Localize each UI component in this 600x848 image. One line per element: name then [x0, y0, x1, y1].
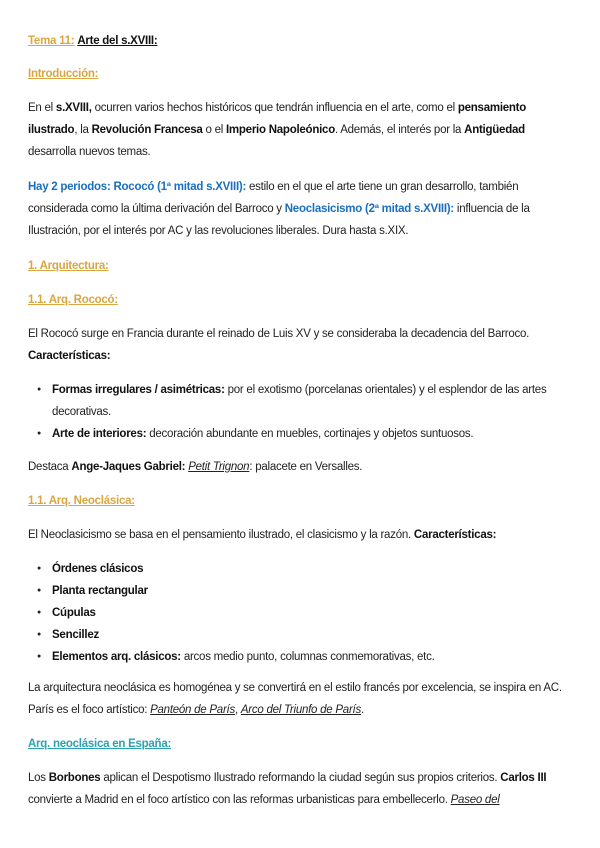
rococo-highlight: Destaca Ange-Jaques Gabriel: Petit Trignon: palacete en Versalles. — [28, 461, 363, 473]
list-item: ● Sencillez — [28, 624, 572, 646]
topic-label: Tema 11: — [28, 35, 75, 47]
list-item: ● Elementos arq. clásicos: arcos medio punto, columnas conmemorativas, etc. — [28, 646, 572, 668]
list-item: ● Órdenes clásicos — [28, 558, 572, 580]
list-item: ● Arte de interiores: decoración abundante en muebles, cortinajes y objetos suntuosos. — [28, 423, 572, 445]
paseo-link: Paseo del — [450, 794, 500, 806]
list-item: ● Planta rectangular — [28, 580, 572, 602]
intro-heading: Introducción: — [28, 68, 99, 80]
rococo-heading: 1.1. Arq. Rococó: — [28, 294, 118, 306]
rococo-features-list — [28, 379, 572, 445]
neoclassic-paragraph: La arquitectura neoclásica es homogénea y se convertirá en el estilo francés por excelencia, se inspira en AC. París es el foco artístico: Panteón de París, Arco del Triunfo de París. — [28, 682, 562, 716]
spain-heading: Arq. neoclásica en España: — [28, 738, 172, 750]
architecture-heading: 1. Arquitectura: — [28, 260, 109, 272]
periods-paragraph: Hay 2 periodos: Rococó (1ª mitad s.XVIII): estilo en el que el arte tiene un gran desarrollo, también considerada como la última derivación del Barroco y Neoclasicismo (2ª mitad s.XVIII): influencia de la Ilustración, por el interés por AC y las revoluciones liberales. Dura hasta s.XIX. — [28, 181, 530, 237]
rococo-intro: El Rococó surge en Francia durante el reinado de Luis XV y se consideraba la decadencia del Barroco. Características: — [28, 328, 530, 362]
period-rococo: Hay 2 periodos: Rococó (1ª mitad s.XVIII): — [28, 181, 247, 193]
list-item: ● Formas irregulares / asimétricas: por el exotismo (porcelanas orientales) y el esplendor de las artes decorativas. — [28, 379, 572, 423]
period-neoclassicism: Neoclasicismo (2ª mitad s.XVIII): — [284, 203, 454, 215]
pantheon-link: Panteón de París — [150, 704, 235, 716]
petit-trianon-link: Petit Trignon — [188, 461, 250, 473]
spain-paragraph: Los Borbones aplican el Despotismo Ilustrado reformando la ciudad según sus propios criterios. Carlos III convierte a Madrid en el foco artístico con las reformas urbanisticas para embellecerlo. Paseo del — [28, 772, 547, 806]
list-item: ● Cúpulas — [28, 602, 572, 624]
intro-paragraph: En el s.XVIII, ocurren varios hechos históricos que tendrán influencia en el arte, como el pensamiento ilustrado, la Revolución Francesa o el Imperio Napoleónico. Además, el interés por la Antigüedad desarrolla nuevos temas. — [28, 102, 527, 158]
arc-triomphe-link: Arco del Triunfo de París — [240, 704, 361, 716]
topic-title: Arte del s.XVIII: — [77, 35, 158, 47]
neoclassic-intro: El Neoclasicismo se basa en el pensamiento ilustrado, el clasicismo y la razón. Características: — [28, 529, 497, 541]
page-title — [28, 30, 572, 52]
neoclassic-heading: 1.1. Arq. Neoclásica: — [28, 495, 135, 507]
neoclassic-features-list — [28, 558, 572, 668]
